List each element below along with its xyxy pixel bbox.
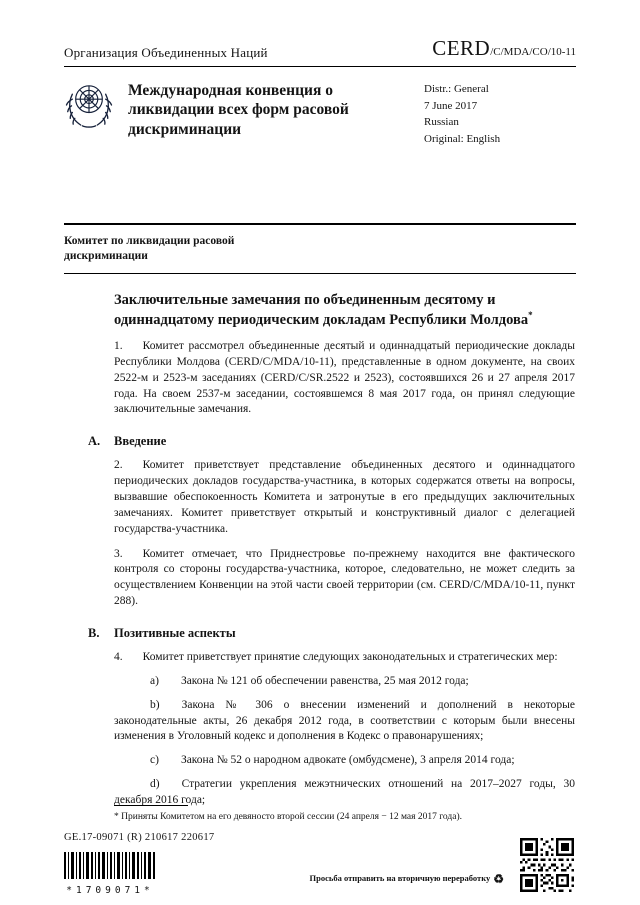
paragraph-4 bbox=[114, 650, 575, 666]
section-title: Позитивные аспекты bbox=[114, 625, 236, 640]
subparagraph-text: Закона № 306 о внесении изменений и дополнений в некоторые законодательные акты, 26 декабря 2012 года, в соответствии с которым были внесены изменения в Уголовный кодекс и дополнения в Кодекс о правонарушениях; bbox=[114, 698, 575, 743]
document-body bbox=[64, 291, 576, 809]
footnote-separator bbox=[114, 805, 188, 806]
subparagraph-a bbox=[114, 674, 575, 690]
doc-symbol-main: CERD bbox=[432, 36, 491, 60]
paragraph-number: 4. bbox=[114, 650, 123, 663]
subparagraph-text: Закона № 52 о народном адвокате (омбудсмене), 3 апреля 2014 года; bbox=[180, 754, 515, 767]
barcode bbox=[64, 852, 156, 896]
recycle-notice bbox=[310, 872, 505, 887]
paragraph-number: 3. bbox=[114, 547, 123, 560]
subparagraph-letter: c) bbox=[150, 754, 159, 767]
section-heading-a bbox=[88, 434, 575, 449]
org-name: Организация Объединенных Наций bbox=[64, 45, 268, 60]
barcode-text: *1709071* bbox=[66, 885, 154, 896]
recycle-icon: ♻ bbox=[493, 872, 504, 886]
paragraph-text: Комитет приветствует принятие следующих законодательных и стратегических мер: bbox=[142, 650, 558, 663]
paragraph-number: 2. bbox=[114, 459, 123, 472]
paragraph-2 bbox=[114, 458, 575, 537]
distribution-block bbox=[424, 79, 576, 147]
paragraph-3 bbox=[114, 547, 575, 610]
subparagraph-b bbox=[114, 698, 575, 746]
committee-name: Комитет по ликвидации расовой дискриминации bbox=[64, 235, 235, 262]
language-line: Russian bbox=[424, 116, 459, 128]
paragraph-number: 1. bbox=[114, 339, 123, 352]
paragraph-text: Комитет рассмотрел объединенные десятый и одиннадцатый периодические доклады Республики Молдова (CERD/C/MDA/10-11), представленные в одном документе, на своих 2522-м и 2523-м заседаниях (CERD/C/SR.2522 и 2523), состоявшихся 26 и 27 апреля 2017 года. На своем 2537-м заседании, состоявшемся 8 мая 2017 года, он принял следующие заключительные замечания. bbox=[114, 339, 575, 416]
original-line: Original: English bbox=[424, 132, 501, 145]
footnote-text: * Приняты Комитетом на его девяносто второй сессии (24 апреля − 12 мая 2017 года). bbox=[114, 812, 462, 822]
un-emblem-icon bbox=[64, 79, 114, 131]
header-rule bbox=[64, 223, 576, 225]
section-heading-b bbox=[88, 626, 575, 641]
section-letter: B. bbox=[88, 625, 100, 640]
convention-title: Международная конвенция о ликвидации всех форм расовой дискриминации bbox=[128, 82, 349, 138]
qr-code bbox=[520, 838, 574, 892]
subparagraph-letter: a) bbox=[150, 674, 159, 687]
ge-number: GE.17-09071 (R) 210617 220617 bbox=[64, 832, 215, 843]
document-header bbox=[64, 0, 576, 67]
subparagraph-c bbox=[114, 753, 575, 769]
paragraph-text: Комитет приветствует представление объединенных десятого и одиннадцатого периодических докладов государства-участника, в которых содержатся ответы на вопросы, вызвавшие обеспокоенность Комитета и затронутые в его предыдущих заключительных замечаниях. Комитет приветствует открытый и конструктивный диалог с делегацией государства-участника. bbox=[114, 459, 575, 535]
doc-symbol-rest: /C/MDA/CO/10-11 bbox=[490, 46, 576, 58]
masthead bbox=[64, 79, 576, 147]
barcode-bars bbox=[64, 852, 156, 879]
footnote-marker: * bbox=[528, 310, 533, 320]
subparagraph-letter: b) bbox=[150, 698, 160, 711]
date-line: 7 June 2017 bbox=[424, 99, 478, 112]
subparagraph-text: Стратегии укрепления межэтнических отношений на 2017–2027 годы, 30 декабря 2016 года; bbox=[114, 778, 575, 806]
recycle-text: Просьба отправить на вторичную переработку bbox=[309, 873, 491, 883]
subparagraph-letter: d) bbox=[150, 778, 160, 791]
section-letter: A. bbox=[88, 434, 101, 449]
subparagraph-text: Закона № 121 об обеспечении равенства, 25 мая 2012 года; bbox=[180, 674, 469, 687]
committee-rule bbox=[64, 273, 576, 274]
paragraph-text: Комитет отмечает, что Приднестровье по-прежнему находится вне фактического контроля со стороны государства-участника, которое, следовательно, не может следить за осуществлением Конвенции на этой части своей территории (см. CERD/C/MDA/10-11, пункт 288). bbox=[114, 547, 575, 608]
paragraph-1 bbox=[114, 339, 575, 418]
document-title: Заключительные замечания по объединенным десятому и одиннадцатому периодическим докладам Республики Молдова* bbox=[114, 291, 533, 328]
doc-symbol bbox=[432, 36, 576, 61]
distr-line: Distr.: General bbox=[424, 83, 489, 95]
section-title: Введение bbox=[114, 434, 167, 449]
